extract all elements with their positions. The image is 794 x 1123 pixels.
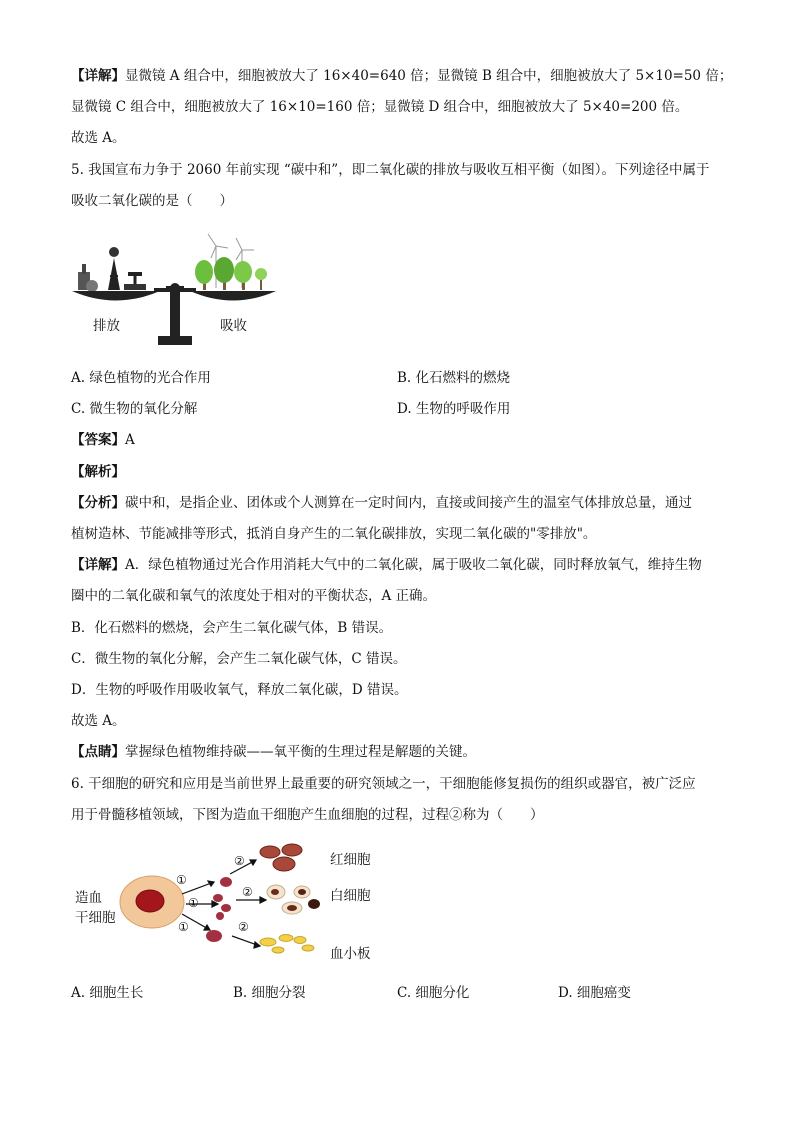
platelet-label: 血小板 — [330, 946, 371, 962]
progenitor-cell-icon — [206, 877, 232, 942]
step1-label-mid: ① — [188, 896, 199, 910]
q5-conclusion: 故选 A。 — [71, 713, 126, 729]
tree-icon — [195, 257, 267, 290]
q5-detail-line-2: 圈中的二氧化碳和氧气的浓度处于相对的平衡状态，A 正确。 — [71, 588, 437, 604]
step2-label-bottom: ② — [238, 920, 249, 934]
factory-icon — [78, 247, 146, 292]
analysis-tag: 【解析】 — [71, 464, 125, 480]
q5-option-a: A. 绿色植物的光合作用 — [71, 370, 211, 386]
q6-stem-line-1: 6. 干细胞的研究和应用是当前世界上最重要的研究领域之一，干细胞能修复损伤的组织或器官，被广泛应 — [71, 776, 696, 792]
red-blood-cell-icon — [260, 844, 302, 871]
q6-option-b: B. 细胞分裂 — [233, 985, 306, 1001]
q4-detail-line-2: 显微镜 C 组合中，细胞被放大了 16×10=160 倍；显微镜 D 组合中，细胞被放大了 5×40=200 倍。 — [71, 99, 689, 115]
q6-option-c: C. 细胞分化 — [397, 985, 470, 1001]
q5-detail-d: D．生物的呼吸作用吸收氧气，释放二氧化碳，D 错误。 — [71, 682, 408, 698]
q5-stem-line-2: 吸收二氧化碳的是（ ） — [71, 193, 233, 209]
carbon-balance-figure — [70, 228, 280, 350]
red-blood-cell-label: 红细胞 — [330, 852, 371, 868]
q5-stem-line-1: 5. 我国宣布力争于 2060 年前实现 “碳中和”，即二氧化碳的排放与吸收互相平衡（如图）。下列途径中属于 — [71, 162, 710, 178]
analysis-text-1: 碳中和，是指企业、团体或个人测算在一定时间内，直接或间接产生的温室气体排放总量，通过 — [125, 495, 692, 511]
q5-analysis-tag — [71, 462, 125, 482]
absorption-pan — [190, 291, 276, 301]
step2-label-top: ② — [234, 854, 245, 868]
tip-tag: 【点睛】 — [71, 744, 125, 760]
q5-detail-b: B．化石燃料的燃烧，会产生二氧化碳气体，B 错误。 — [71, 620, 393, 636]
q5-tip — [71, 742, 476, 762]
detail-tag: 【详解】 — [71, 557, 125, 573]
stem-cell-icon — [120, 876, 184, 928]
step1-label-top: ① — [176, 873, 187, 887]
q6-option-a: A. 细胞生长 — [71, 985, 144, 1001]
q6-option-d: D. 细胞癌变 — [558, 985, 631, 1001]
step1-label-bottom: ① — [178, 920, 189, 934]
q5-answer — [71, 430, 135, 450]
stem-cell-label-1: 造血 — [75, 890, 102, 906]
emission-label: 排放 — [93, 318, 120, 334]
q5-option-d: D. 生物的呼吸作用 — [397, 401, 511, 417]
q5-detail-line-1 — [71, 555, 702, 575]
q4-detail-line-1 — [71, 66, 732, 86]
q4-conclusion: 故选 A。 — [71, 130, 126, 146]
answer-value: A — [125, 432, 135, 448]
platelet-icon — [260, 935, 314, 954]
white-blood-cell-label: 白细胞 — [330, 888, 371, 904]
blood-cell-figure — [70, 838, 390, 968]
step2-label-mid: ② — [242, 885, 253, 899]
detail-text-1: A．绿色植物通过光合作用消耗大气中的二氧化碳，属于吸收二氧化碳，同时释放氧气，维持生物 — [125, 557, 702, 573]
stem-cell-label-2: 干细胞 — [75, 910, 116, 926]
q5-option-b: B. 化石燃料的燃烧 — [397, 370, 511, 386]
detail-tag: 【详解】 — [71, 68, 125, 84]
absorption-label: 吸收 — [220, 318, 247, 334]
q6-stem-line-2: 用于骨髓移植领域，下图为造血干细胞产生血细胞的过程，过程②称为（ ） — [71, 807, 544, 823]
answer-tag: 【答案】 — [71, 432, 125, 448]
q4-detail-text-1: 显微镜 A 组合中，细胞被放大了 16×40=640 倍；显微镜 B 组合中，细胞被放大了 5×10=50 倍； — [125, 68, 733, 84]
analysis-sub-tag: 【分析】 — [71, 495, 125, 511]
q5-detail-c: C．微生物的氧化分解，会产生二氧化碳气体，C 错误。 — [71, 651, 407, 667]
q5-analysis-line-1 — [71, 493, 692, 513]
white-blood-cell-icon — [267, 885, 320, 914]
q5-option-c: C. 微生物的氧化分解 — [71, 401, 198, 417]
tip-text: 掌握绿色植物维持碳——氧平衡的生理过程是解题的关键。 — [125, 744, 476, 760]
arrow-step2 — [230, 860, 266, 948]
emission-pan — [72, 291, 160, 301]
q5-analysis-line-2: 植树造林、节能减排等形式，抵消自身产生的二氧化碳排放，实现二氧化碳的"零排放"。 — [71, 526, 597, 542]
